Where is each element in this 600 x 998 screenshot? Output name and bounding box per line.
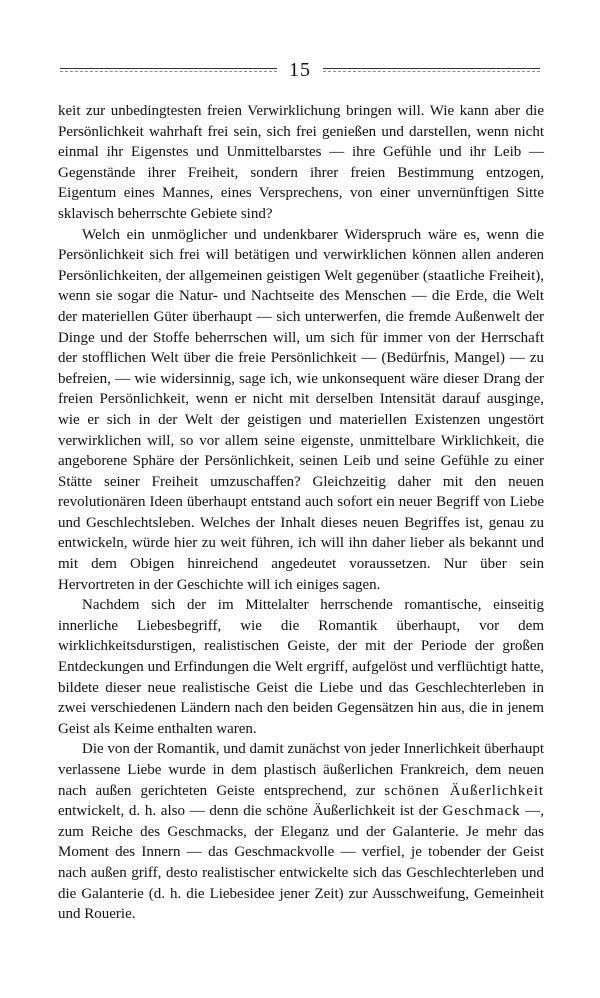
page-number: 15	[289, 59, 311, 81]
emphasis-geschmack: Geschmack	[442, 803, 521, 820]
paragraph-4-text-b: entwickelt, d. h. also — denn die schöne Äußerlichkeit ist der	[58, 803, 443, 820]
paragraph-4	[58, 739, 544, 924]
header-rule-left	[60, 67, 277, 73]
running-header	[60, 56, 540, 84]
body-text	[58, 101, 544, 925]
emphasis-schoene-aeusserlichkeit: schönen Äußerlichkeit	[384, 782, 544, 799]
paragraph-3: Nachdem sich der im Mittelalter herrschende romantische, einseitig innerliche Liebesbegriff, wie die Romantik überhaupt, vor dem wirklichkeitsdurstigen, realistischen Geiste, der mit der Periode der großen Entdeckungen und Erfindungen die Welt ergriff, aufgelöst und verflüchtigt hatte, bildete dieser neue realistische Geist die Liebe und das Geschlechterleben in zwei verschiedenen Ländern nach den beiden Gegensätzen hin aus, die in jenem Geist als Keime enthalten waren.	[58, 597, 544, 737]
paragraph-4-text-c: —, zum Reiche des Geschmacks, der Eleganz und der Galanterie. Je mehr das Moment des Innern — das Geschmackvolle — verfiel, je tobender der Geist nach außen griff, desto realistischer entwickelte sich das Geschlechterleben und die Galanterie (d. h. die Liebesidee jener Zeit) zur Ausschweifung, Gemeinheit und Rouerie.	[58, 803, 544, 923]
paragraph-4-text-a: Die von der Romantik, und damit zunächst von jeder Innerlichkeit überhaupt verlassene Liebe wurde in dem plastisch äußerlichen Frankreich, dem neuen nach außen gerichteten Geiste entsprechend, zur	[58, 741, 544, 799]
header-rule-right	[323, 67, 540, 73]
paragraph-2: Welch ein unmöglicher und undenkbarer Widerspruch wäre es, wenn die Persönlichkeit sich frei will betätigen und verwirklichen können allen anderen Persönlichkeiten, der allgemeinen geistigen Welt gegenüber (staatliche Freiheit), wenn sie sogar die Natur- und Nachtseite des Menschen — die Erde, die Welt der materiellen Güter überhaupt — sich unterwerfen, die fremde Außenwelt der Dinge und der Stoffe beherrschen will, um sich für immer von der Herrschaft der stofflichen Welt über die freie Persönlichkeit — (Bedürfnis, Mangel) — zu befreien, — wie widersinnig, sage ich, wie unkonsequent wäre dieser Drang der freien Persönlichkeit, wenn er nicht mit derselben Intensität darauf ausginge, wie er sich in der Welt der geistigen und materiellen Existenzen ungestört verwirklichen will, so vor allem seine eigenste, unmittelbare Wirklichkeit, die angeborene Sphäre der Persönlichkeit, seinen Leib und seine Gefühle zu einer Stätte seiner Freiheit umzuschaffen? Gleichzeitig daher mit den neuen revolutionären Ideen überhaupt entstand auch sofort ein neuer Begriff von Liebe und Geschlechtsleben. Welches der Inhalt dieses neuen Begriffes ist, genau zu entwickeln, würde hier zu weit führen, ich will ihn daher lieber als bekannt und mit dem Obigen hinreichend angedeutet voraussetzen. Nur über sein Hervortreten in der Geschichte will ich einiges sagen.	[58, 226, 544, 593]
paragraph-1: keit zur unbedingtesten freien Verwirklichung bringen will. Wie kann aber die Persönlichkeit wahrhaft frei sein, sich frei genießen und darstellen, wenn nicht einmal ihr Eigenstes und Unmittelbarstes — ihre Gefühle und ihr Leib — Gegenstände ihrer Freiheit, sondern ihrer freien Bestimmung entzogen, Eigentum eines Mannes, eines Versprechens, von einer unvernünftigen Sitte sklavisch beherrschte Gebiete sind?	[58, 103, 544, 222]
